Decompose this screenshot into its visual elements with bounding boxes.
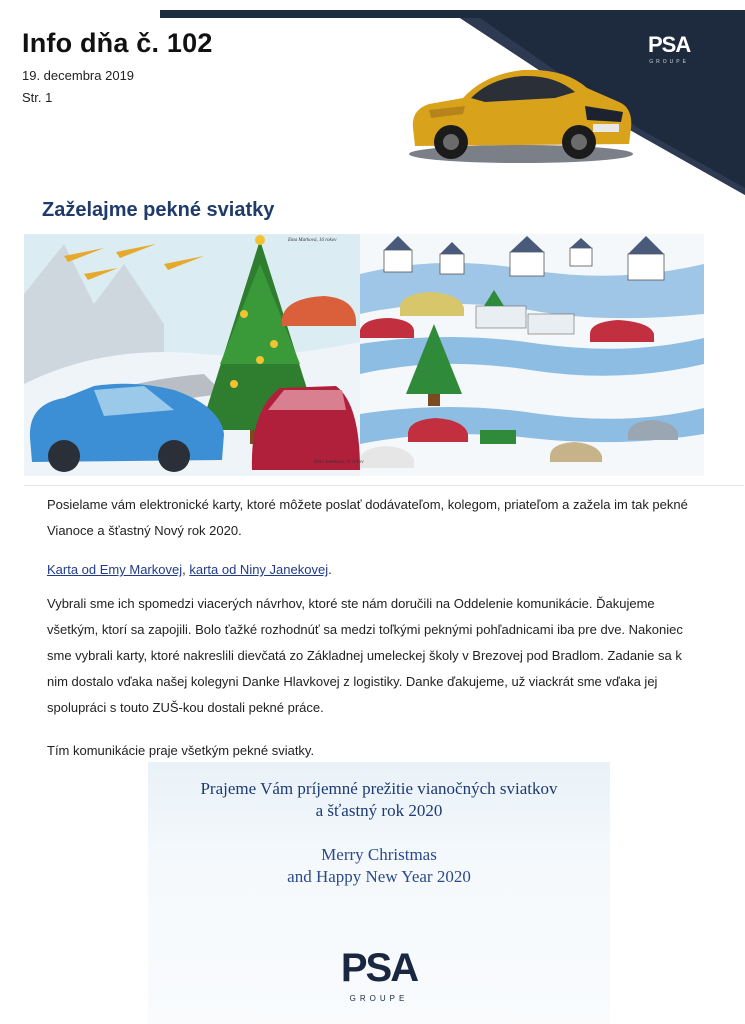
card-left-artist: Ema Marková, 16 rokov [288, 238, 337, 243]
paragraph-signoff: Tím komunikácie praje všetkým pekné sviatky. [47, 743, 315, 758]
divider [24, 485, 744, 486]
page-title: Info dňa č. 102 [22, 28, 213, 58]
link-period: . [328, 562, 332, 577]
greeting-card [148, 762, 610, 1024]
greeting-slovak [148, 778, 610, 822]
issue-date: 19. decembra 2019 [22, 68, 135, 83]
christmas-cards-image [24, 234, 704, 476]
greeting-slovak-line1: Prajeme Vám príjemné prežitie vianočných sviatkov [200, 779, 558, 798]
logo-text: PSA [648, 32, 691, 57]
psa-logo-header [648, 34, 690, 65]
logo-text: PSA [340, 946, 418, 990]
paragraph-intro: Posielame vám elektronické karty, ktoré môžete poslať dodávateľom, kolegom, priateľom a zažela im tak pekné Vianoce a šťastný Nový rok 2020. [47, 497, 688, 538]
greeting-slovak-line2: a šťastný rok 2020 [315, 801, 443, 820]
psa-logo-footer [148, 948, 610, 1003]
section-heading: Zaželajme pekné sviatky [42, 199, 275, 221]
paragraph-selection: Vybrali sme ich spomedzi viacerých návrhov, ktoré ste nám doručili na Oddelenie komunikácie. Ďakujeme všetkým, ktorí sa zapojili. Bolo ťažké rozhodnúť sa medzi toľkými peknými pohľadnicami iba pre dve. Nakoniec sme vybrali karty, ktoré nakreslili dievčatá zo Základnej umeleckej školy v Brezovej pod Bradlom. Zadanie sa k nim dostalo vďaka našej kolegyni Danke Hlavkovej z logistiky. Danke ďakujeme, už viackrát sme vďaka jej spolupráci s touto ZUŠ-kou dostali pekné práce. [47, 596, 683, 715]
paragraph-links [47, 557, 702, 583]
card-drawing-left [24, 234, 360, 476]
link-card-nina[interactable]: karta od Niny Janekovej [189, 562, 329, 577]
greeting-english-line2: and Happy New Year 2020 [287, 867, 471, 886]
logo-subtext: GROUPE [349, 994, 409, 1003]
greeting-english-line1: Merry Christmas [321, 845, 437, 864]
page-number: Str. 1 [22, 90, 53, 105]
logo-subtext: GROUPE [649, 59, 689, 65]
card-drawing-right [360, 234, 704, 476]
link-separator: , [182, 562, 190, 577]
greeting-english [148, 844, 610, 888]
car-photo [405, 58, 637, 166]
link-card-ema[interactable]: Karta od Emy Markovej [47, 562, 183, 577]
card-right-artist: Nina Janeková, 11 rokov [314, 460, 364, 465]
